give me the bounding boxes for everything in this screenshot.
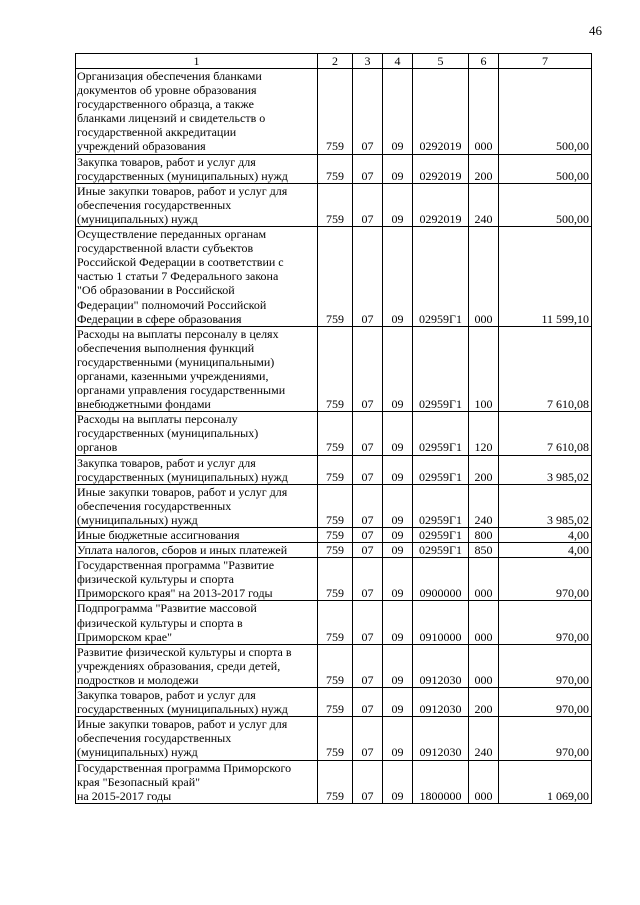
row-expense-type-cell: 120 — [469, 412, 499, 455]
row-section-cell: 07 — [353, 455, 383, 484]
row-amount-cell: 970,00 — [499, 601, 592, 644]
row-target-article-cell: 02959Г1 — [413, 227, 469, 327]
row-name-cell: Подпрограмма "Развитие массовой физической культуры и спорта в Приморском крае" — [76, 601, 318, 644]
row-amount-cell: 500,00 — [499, 69, 592, 155]
column-header: 5 — [413, 54, 469, 69]
row-section-cell: 07 — [353, 484, 383, 527]
row-name-cell: Иные закупки товаров, работ и услуг для обеспечения государственных (муниципальных) нужд — [76, 484, 318, 527]
row-target-article-cell: 0292019 — [413, 154, 469, 183]
table-row — [76, 644, 592, 687]
row-ved-cell: 759 — [318, 484, 353, 527]
row-section-cell: 07 — [353, 154, 383, 183]
column-header: 4 — [383, 54, 413, 69]
row-section-cell: 07 — [353, 69, 383, 155]
row-target-article-cell: 0912030 — [413, 644, 469, 687]
column-header: 6 — [469, 54, 499, 69]
row-amount-cell: 11 599,10 — [499, 227, 592, 327]
column-header: 1 — [76, 54, 318, 69]
table-row — [76, 760, 592, 803]
row-subsection-cell: 09 — [383, 644, 413, 687]
row-expense-type-cell: 000 — [469, 558, 499, 601]
row-expense-type-cell: 240 — [469, 717, 499, 760]
row-subsection-cell: 09 — [383, 227, 413, 327]
row-subsection-cell: 09 — [383, 760, 413, 803]
row-ved-cell: 759 — [318, 154, 353, 183]
column-header: 3 — [353, 54, 383, 69]
row-name-cell: Закупка товаров, работ и услуг для государственных (муниципальных) нужд — [76, 154, 318, 183]
row-amount-cell: 970,00 — [499, 688, 592, 717]
row-amount-cell: 500,00 — [499, 183, 592, 226]
table-row — [76, 69, 592, 155]
row-name-cell: Государственная программа "Развитие физической культуры и спорта Приморского края" на 2013-2017 годы — [76, 558, 318, 601]
row-target-article-cell: 02959Г1 — [413, 543, 469, 558]
row-ved-cell: 759 — [318, 326, 353, 412]
row-subsection-cell: 09 — [383, 183, 413, 226]
row-expense-type-cell: 800 — [469, 528, 499, 543]
row-expense-type-cell: 100 — [469, 326, 499, 412]
row-name-cell: Расходы на выплаты персоналу в целях обеспечения выполнения функций государственными (муниципальными) органами, казенными учреждениями, органами управления государственными внебюджетными фондами — [76, 326, 318, 412]
row-ved-cell: 759 — [318, 69, 353, 155]
row-ved-cell: 759 — [318, 412, 353, 455]
column-header: 2 — [318, 54, 353, 69]
row-subsection-cell: 09 — [383, 69, 413, 155]
row-section-cell: 07 — [353, 412, 383, 455]
row-expense-type-cell: 000 — [469, 760, 499, 803]
row-name-cell: Организация обеспечения бланками документов об уровне образования государственного образца, а также бланками лицензий и свидетельств о государственной аккредитации учреждений образования — [76, 69, 318, 155]
table-row — [76, 543, 592, 558]
row-name-cell: Закупка товаров, работ и услуг для государственных (муниципальных) нужд — [76, 688, 318, 717]
table-row — [76, 528, 592, 543]
row-name-cell: Развитие физической культуры и спорта в учреждениях образования, среди детей, подростков и молодежи — [76, 644, 318, 687]
row-target-article-cell: 0292019 — [413, 69, 469, 155]
table-header-row — [76, 54, 592, 69]
row-ved-cell: 759 — [318, 644, 353, 687]
table-row — [76, 688, 592, 717]
row-amount-cell: 970,00 — [499, 717, 592, 760]
row-expense-type-cell: 240 — [469, 183, 499, 226]
table-row — [76, 601, 592, 644]
row-subsection-cell: 09 — [383, 717, 413, 760]
table-row — [76, 558, 592, 601]
table-row — [76, 455, 592, 484]
row-target-article-cell: 0292019 — [413, 183, 469, 226]
row-ved-cell: 759 — [318, 601, 353, 644]
row-name-cell: Уплата налогов, сборов и иных платежей — [76, 543, 318, 558]
row-amount-cell: 7 610,08 — [499, 412, 592, 455]
row-ved-cell: 759 — [318, 760, 353, 803]
row-expense-type-cell: 000 — [469, 69, 499, 155]
column-header: 7 — [499, 54, 592, 69]
row-target-article-cell: 0900000 — [413, 558, 469, 601]
row-name-cell: Осуществление переданных органам государственной власти субъектов Российской Федерации в соответствии с частью 1 статьи 7 Федерального закона "Об образовании в Российской Федерации" полномочий Российской Федерации в сфере образования — [76, 227, 318, 327]
table-row — [76, 326, 592, 412]
row-section-cell: 07 — [353, 326, 383, 412]
row-target-article-cell: 02959Г1 — [413, 412, 469, 455]
table-row — [76, 412, 592, 455]
row-section-cell: 07 — [353, 183, 383, 226]
row-subsection-cell: 09 — [383, 484, 413, 527]
row-amount-cell: 500,00 — [499, 154, 592, 183]
row-ved-cell: 759 — [318, 183, 353, 226]
row-subsection-cell: 09 — [383, 558, 413, 601]
row-section-cell: 07 — [353, 644, 383, 687]
row-ved-cell: 759 — [318, 528, 353, 543]
table-row — [76, 183, 592, 226]
row-target-article-cell: 02959Г1 — [413, 455, 469, 484]
row-expense-type-cell: 000 — [469, 644, 499, 687]
row-amount-cell: 7 610,08 — [499, 326, 592, 412]
row-section-cell: 07 — [353, 528, 383, 543]
table-row — [76, 227, 592, 327]
row-subsection-cell: 09 — [383, 154, 413, 183]
row-amount-cell: 3 985,02 — [499, 455, 592, 484]
row-target-article-cell: 0912030 — [413, 688, 469, 717]
row-section-cell: 07 — [353, 227, 383, 327]
row-amount-cell: 4,00 — [499, 543, 592, 558]
budget-table — [75, 53, 592, 804]
row-expense-type-cell: 000 — [469, 601, 499, 644]
row-expense-type-cell: 200 — [469, 688, 499, 717]
row-ved-cell: 759 — [318, 227, 353, 327]
row-target-article-cell: 1800000 — [413, 760, 469, 803]
row-section-cell: 07 — [353, 717, 383, 760]
row-subsection-cell: 09 — [383, 455, 413, 484]
row-target-article-cell: 02959Г1 — [413, 528, 469, 543]
row-target-article-cell: 0910000 — [413, 601, 469, 644]
row-section-cell: 07 — [353, 558, 383, 601]
row-name-cell: Иные бюджетные ассигнования — [76, 528, 318, 543]
row-subsection-cell: 09 — [383, 543, 413, 558]
row-amount-cell: 1 069,00 — [499, 760, 592, 803]
row-target-article-cell: 02959Г1 — [413, 484, 469, 527]
row-expense-type-cell: 240 — [469, 484, 499, 527]
row-ved-cell: 759 — [318, 717, 353, 760]
row-target-article-cell: 0912030 — [413, 717, 469, 760]
table-row — [76, 717, 592, 760]
row-subsection-cell: 09 — [383, 688, 413, 717]
row-name-cell: Государственная программа Приморского края "Безопасный край" на 2015-2017 годы — [76, 760, 318, 803]
row-expense-type-cell: 000 — [469, 227, 499, 327]
table-row — [76, 484, 592, 527]
row-name-cell: Расходы на выплаты персоналу государственных (муниципальных) органов — [76, 412, 318, 455]
row-expense-type-cell: 200 — [469, 455, 499, 484]
row-subsection-cell: 09 — [383, 326, 413, 412]
row-ved-cell: 759 — [318, 455, 353, 484]
row-amount-cell: 3 985,02 — [499, 484, 592, 527]
row-ved-cell: 759 — [318, 688, 353, 717]
table-row — [76, 154, 592, 183]
row-expense-type-cell: 850 — [469, 543, 499, 558]
row-section-cell: 07 — [353, 760, 383, 803]
row-ved-cell: 759 — [318, 558, 353, 601]
page-number: 46 — [589, 23, 602, 38]
row-section-cell: 07 — [353, 543, 383, 558]
row-amount-cell: 970,00 — [499, 558, 592, 601]
row-ved-cell: 759 — [318, 543, 353, 558]
row-subsection-cell: 09 — [383, 528, 413, 543]
row-amount-cell: 4,00 — [499, 528, 592, 543]
row-section-cell: 07 — [353, 601, 383, 644]
row-target-article-cell: 02959Г1 — [413, 326, 469, 412]
row-subsection-cell: 09 — [383, 601, 413, 644]
row-expense-type-cell: 200 — [469, 154, 499, 183]
row-subsection-cell: 09 — [383, 412, 413, 455]
row-section-cell: 07 — [353, 688, 383, 717]
row-name-cell: Закупка товаров, работ и услуг для государственных (муниципальных) нужд — [76, 455, 318, 484]
row-name-cell: Иные закупки товаров, работ и услуг для обеспечения государственных (муниципальных) нужд — [76, 717, 318, 760]
row-amount-cell: 970,00 — [499, 644, 592, 687]
row-name-cell: Иные закупки товаров, работ и услуг для обеспечения государственных (муниципальных) нужд — [76, 183, 318, 226]
